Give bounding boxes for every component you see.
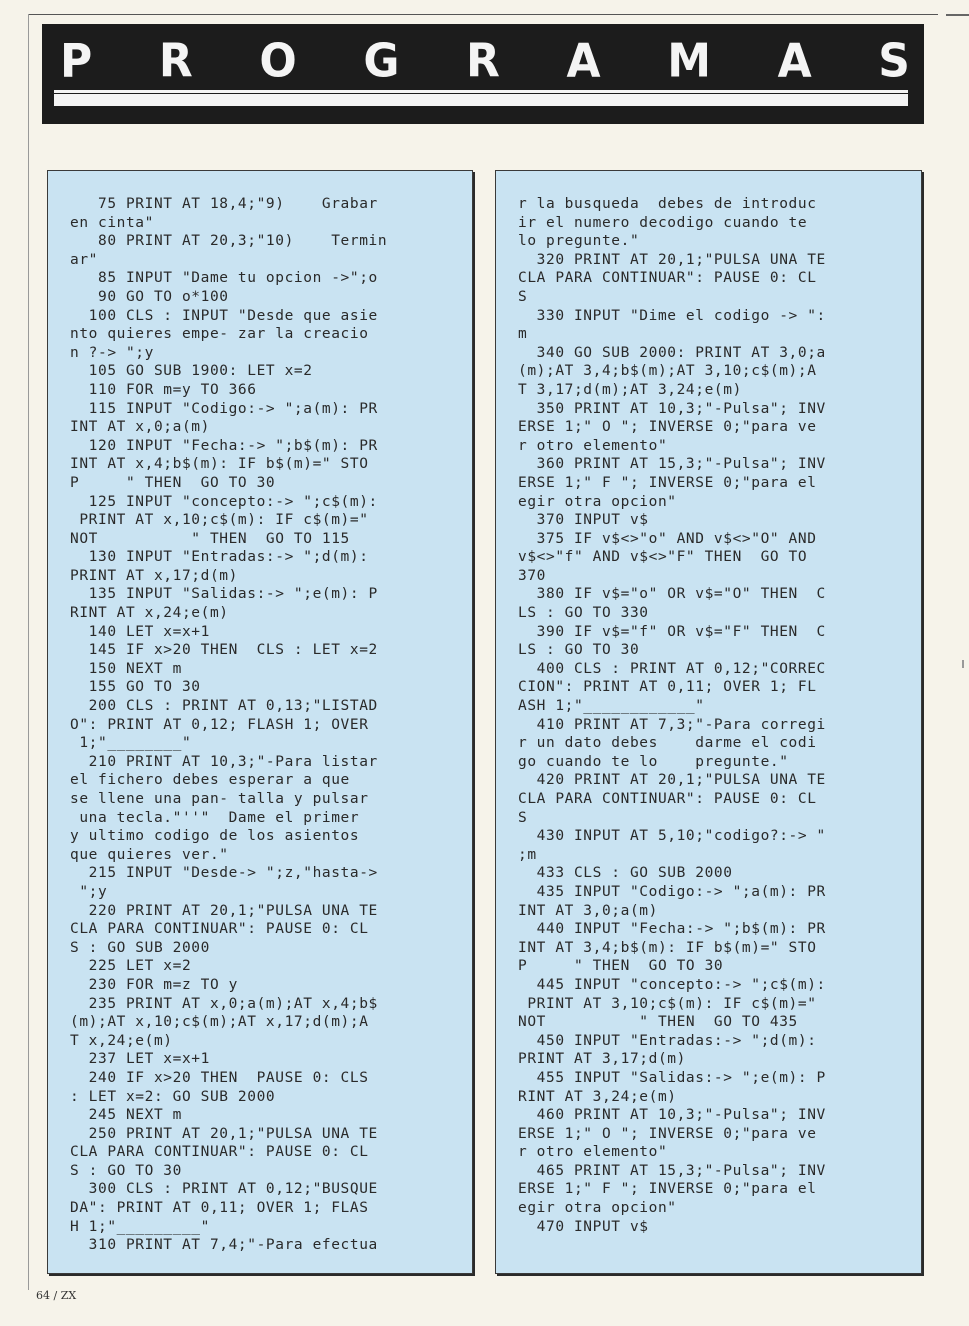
code-line: 400 CLS : PRINT AT 0,12;"CORREC [518,660,826,677]
code-line: 105 GO SUB 1900: LET x=2 [70,363,313,380]
code-line: CLA PARA CONTINUAR": PAUSE 0: CL [70,1144,369,1161]
code-line: 100 CLS : INPUT "Desde que asie [70,307,378,324]
code-line: 450 INPUT "Entradas:-> ";d(m): [518,1032,817,1049]
code-line: O": PRINT AT 0,12; FLASH 1; OVER [70,716,369,733]
code-line: m [518,326,528,343]
code-line: PRINT AT 3,17;d(m) [518,1051,686,1068]
code-line: 433 CLS : GO SUB 2000 [518,865,733,882]
section-title [60,34,910,89]
code-line: 250 PRINT AT 20,1;"PULSA UNA TE [70,1125,378,1142]
code-line: egir otra opcion" [518,493,677,510]
code-line: 430 INPUT AT 5,10;"codigo?:-> " [518,828,826,845]
page-frame-top [28,14,938,15]
code-line: 150 NEXT m [70,660,182,677]
code-line: 220 PRINT AT 20,1;"PULSA UNA TE [70,902,378,919]
code-line: PRINT AT 3,10;c$(m): IF c$(m)=" [518,995,817,1012]
code-line: INT AT x,4;b$(m): IF b$(m)=" STO [70,456,369,473]
code-line: CLA PARA CONTINUAR": PAUSE 0: CL [518,791,817,807]
code-line: NOT " THEN GO TO 115 [70,530,350,547]
code-line: 300 CLS : PRINT AT 0,12;"BUSQUE [70,1181,378,1198]
page-footer: 64 / ZX [36,1289,77,1302]
code-line: 465 PRINT AT 15,3;"-Pulsa"; INV [518,1162,826,1179]
code-line: 135 INPUT "Salidas:-> ";e(m): P [70,586,378,603]
code-line: r la busqueda debes de introduc [518,196,817,212]
code-line: el fichero debes esperar a que [70,772,350,789]
code-line: H 1;"_________" [70,1218,210,1235]
code-line: 125 INPUT "concepto:-> ";c$(m): [70,493,378,510]
code-line: v$<>"f" AND v$<>"F" THEN GO TO [518,549,808,566]
code-line: ar" [70,251,98,268]
code-line: 240 IF x>20 THEN PAUSE 0: CLS [70,1069,369,1086]
code-line: INT AT 3,4;b$(m): IF b$(m)=" STO [518,939,817,956]
code-line: que quieres ver." [70,846,229,863]
code-line: 370 [518,567,546,584]
code-line: 230 FOR m=z TO y [70,976,238,993]
code-line: 245 NEXT m [70,1107,182,1124]
code-line: 200 CLS : PRINT AT 0,13;"LISTAD [70,698,378,715]
code-line: 460 PRINT AT 10,3;"-Pulsa"; INV [518,1107,826,1124]
section-header [42,24,924,124]
code-line: una tecla."''" Dame el primer [70,809,360,826]
title-letter: G [363,34,400,89]
code-line: 130 INPUT "Entradas:-> ";d(m): [70,549,369,566]
title-letter: M [667,34,711,89]
code-panel-left [47,170,473,1274]
code-line: INT AT x,0;a(m) [70,419,210,436]
code-line: 455 INPUT "Salidas:-> ";e(m): P [518,1069,826,1086]
code-line: se llene una pan- talla y pulsar [70,791,369,807]
code-line: 440 INPUT "Fecha:-> ";b$(m): PR [518,921,826,938]
page-frame-left [28,14,29,1290]
code-line: 1;"________" [70,735,192,752]
code-line: lo pregunte." [518,233,640,250]
code-listing-left [70,195,460,1255]
code-line: ERSE 1;" F "; INVERSE 0;"para el [518,474,817,491]
code-line: 390 IF v$="f" OR v$="F" THEN C [518,623,826,640]
code-line: 237 LET x=x+1 [70,1051,210,1068]
code-line: 225 LET x=2 [70,958,192,975]
code-panel-right [495,170,922,1274]
title-letter: P [60,34,93,89]
title-letter: A [566,34,601,89]
code-line: y ultimo codigo de los asientos [70,828,360,845]
code-line: 420 PRINT AT 20,1;"PULSA UNA TE [518,772,826,789]
title-letter: A [777,34,812,89]
code-line: 380 IF v$="o" OR v$="O" THEN C [518,586,826,603]
code-line: 110 FOR m=y TO 366 [70,381,257,398]
code-line: 350 PRINT AT 10,3;"-Pulsa"; INV [518,400,826,417]
code-line: S [518,288,528,305]
code-line: : LET x=2: GO SUB 2000 [70,1088,276,1105]
code-line: P " THEN GO TO 30 [518,958,724,975]
code-line: 445 INPUT "concepto:-> ";c$(m): [518,976,826,993]
code-line: 360 PRINT AT 15,3;"-Pulsa"; INV [518,456,826,473]
code-line: 210 PRINT AT 10,3;"-Para listar [70,753,378,770]
code-line: r otro elemento" [518,1144,668,1161]
code-line: CLA PARA CONTINUAR": PAUSE 0: CL [70,921,369,938]
code-line: INT AT 3,0;a(m) [518,902,658,919]
title-letter: R [466,34,500,89]
code-line: 140 LET x=x+1 [70,623,210,640]
code-line: 75 PRINT AT 18,4;"9) Grabar [70,196,378,212]
code-line: ERSE 1;" F "; INVERSE 0;"para el [518,1181,817,1198]
code-line: 370 INPUT v$ [518,512,649,529]
code-line: 215 INPUT "Desde-> ";z,"hasta-> [70,865,378,882]
code-line: CLA PARA CONTINUAR": PAUSE 0: CL [518,270,817,287]
page-frame-tick [946,14,969,16]
code-line: S : GO TO 30 [70,1162,182,1179]
code-line: ir el numero decodigo cuando te [518,214,808,231]
code-line: LS : GO TO 30 [518,642,640,659]
code-line: 320 PRINT AT 20,1;"PULSA UNA TE [518,251,826,268]
code-line: PRINT AT x,17;d(m) [70,567,238,584]
code-line: en cinta" [70,214,154,231]
code-line: 120 INPUT "Fecha:-> ";b$(m): PR [70,437,378,454]
code-line: (m);AT x,10;c$(m);AT x,17;d(m);A [70,1014,369,1031]
code-listing-right [518,195,908,1236]
code-line: 115 INPUT "Codigo:-> ";a(m): PR [70,400,378,417]
header-rule [54,90,908,93]
code-line: S [518,809,528,826]
code-line: 435 INPUT "Codigo:-> ";a(m): PR [518,883,826,900]
code-line: 340 GO SUB 2000: PRINT AT 3,0;a [518,344,826,361]
code-line: T x,24;e(m) [70,1032,173,1049]
code-line: RINT AT 3,24;e(m) [518,1088,677,1105]
code-line: PRINT AT x,10;c$(m): IF c$(m)=" [70,512,369,529]
header-bar [54,94,908,106]
title-letter: S [878,34,910,89]
margin-mark [962,660,964,668]
title-letter: R [158,34,193,89]
code-line: CION": PRINT AT 0,11; OVER 1; FL [518,679,817,696]
code-line: 470 INPUT v$ [518,1218,649,1235]
code-line: NOT " THEN GO TO 435 [518,1014,798,1031]
code-line: 85 INPUT "Dame tu opcion ->";o [70,270,378,287]
code-line: ;m [518,846,537,863]
code-line: egir otra opcion" [518,1200,677,1217]
code-line: (m);AT 3,4;b$(m);AT 3,10;c$(m);A [518,363,817,380]
code-line: 155 GO TO 30 [70,679,201,696]
code-line: LS : GO TO 330 [518,605,649,622]
code-line: ASH 1;"____________" [518,698,705,715]
code-line: go cuando te lo pregunte." [518,753,789,770]
code-line: 235 PRINT AT x,0;a(m);AT x,4;b$ [70,995,378,1012]
code-line: 145 IF x>20 THEN CLS : LET x=2 [70,642,378,659]
title-letter: O [259,34,297,89]
code-line: n ?-> ";y [70,344,154,361]
code-line: 90 GO TO o*100 [70,288,229,305]
code-line: S : GO SUB 2000 [70,939,210,956]
code-line: 80 PRINT AT 20,3;"10) Termin [70,233,388,250]
code-line: DA": PRINT AT 0,11; OVER 1; FLAS [70,1200,369,1217]
code-line: ERSE 1;" O "; INVERSE 0;"para ve [518,1125,817,1142]
code-line: 330 INPUT "Dime el codigo -> ": [518,307,826,324]
code-line: r un dato debes darme el codi [518,735,817,752]
code-line: ERSE 1;" O "; INVERSE 0;"para ve [518,419,817,436]
code-line: nto quieres empe- zar la creacio [70,326,369,343]
code-line: P " THEN GO TO 30 [70,474,276,491]
code-line: 310 PRINT AT 7,4;"-Para efectua [70,1237,378,1254]
code-line: 410 PRINT AT 7,3;"-Para corregi [518,716,826,733]
code-line: 375 IF v$<>"o" AND v$<>"O" AND [518,530,817,547]
code-line: T 3,17;d(m);AT 3,24;e(m) [518,381,742,398]
code-line: RINT AT x,24;e(m) [70,605,229,622]
code-line: ";y [70,883,108,900]
code-line: r otro elemento" [518,437,668,454]
